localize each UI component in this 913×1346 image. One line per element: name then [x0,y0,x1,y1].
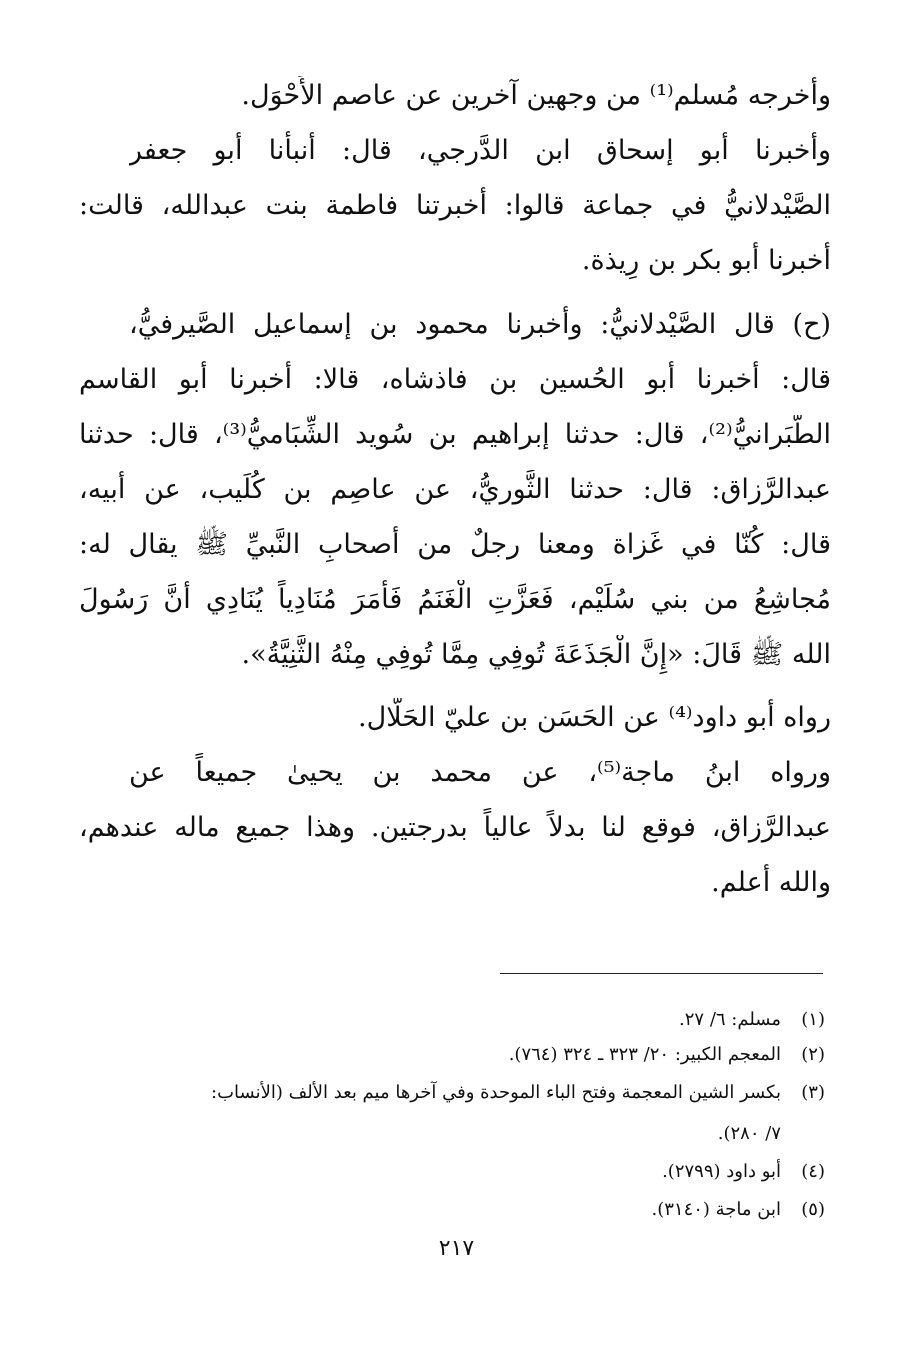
footnote-text: ابن ماجة (٣١٤٠). [651,1199,781,1220]
text-line-1: وأخرجه مُسلم⁽¹⁾ من وجهين آخرين عن عاصم الأَحْوَل. [241,80,831,111]
text-line-6: قال: أخبرنا أبو الحُسين بن فاذشاه، قالا: أخبرنا أبو القاسم [79,364,831,395]
footnote-3 [80,1079,825,1107]
text-line-7: الطَّبَرانيُّ⁽²⁾، قال: حدثنا إبراهيم بن سُويد الشِّبَاميُّ⁽³⁾، قال: حدثنا [79,419,831,450]
footnote-2 [80,1041,825,1069]
text-line-13: ورواه ابنُ ماجة⁽⁵⁾، عن محمد بن يحيىٰ جميعاً عن [129,757,831,788]
footnote-text: مسلم: ٦/ ٢٧. [679,1009,781,1030]
text-line-4: أخبرنا أبو بكر بن رِيذة. [581,245,831,276]
footnote-number: (٥) [801,1199,825,1220]
text-line-12: رواه أبو داود⁽⁴⁾ عن الحَسَن بن عليّ الحَلَّال. [358,702,831,733]
text-line-8: عبدالرَّزاق: قال: حدثنا الثَّوريُّ، عن عاصِم بن كُلَيب، عن أبيه، [79,474,831,505]
footnote-separator [500,973,823,974]
text-line-14: عبدالرَّزاق، فوقع لنا بدلاً عالياً بدرجتين. وهذا جميع ماله عندهم، [79,812,831,843]
footnote-1 [80,1006,825,1034]
text-line-10: مُجاشِعُ من بني سُلَيْم، فَعَزَّتِ الْغَنَمُ فَأَمَرَ مُنَادِياً يُنَادِي أَنَّ رَسُولَ [79,584,831,615]
text-line-2: وأخبرنا أبو إسحاق ابن الدَّرجي، قال: أنبأنا أبو جعفر [129,135,831,166]
text-line-9: قال: كُنّا في غَزاة ومعنا رجلٌ من أصحابِ النَّبيِّ ﷺ يقال له: [79,529,831,560]
footnote-number: (٣) [801,1082,825,1103]
footnote-3-continuation [81,1120,781,1148]
page-number: ٢١٧ [438,1236,475,1261]
footnote-4 [80,1158,825,1186]
footnote-text: المعجم الكبير: ٢٠/ ٣٢٣ ـ ٣٢٤ (٧٦٤). [508,1044,781,1065]
footnote-number: (٤) [801,1161,825,1182]
footnote-number: (٢) [801,1044,825,1065]
text-line-5: (ح) قال الصَّيْدلانيُّ: وأخبرنا محمود بن إسماعيل الصَّيرفيُّ، [129,309,831,340]
text-line-11: الله ﷺ قَالَ: «إِنَّ الْجَذَعَةَ تُوفِي مِمَّا تُوفِي مِنْهُ الثَّنِيَّةُ». [241,639,831,670]
footnote-number: (١) [801,1009,825,1030]
footnote-5 [80,1196,825,1224]
text-line-3: الصَّيْدلانيُّ في جماعة قالوا: أخبرتنا فاطمة بنت عبدالله، قالت: [79,190,831,221]
footnote-text: ٧/ ٢٨٠). [717,1123,781,1144]
text-line-15: والله أعلم. [711,867,831,898]
footnote-text: بكسر الشين المعجمة وفتح الباء الموحدة وفي آخرها ميم بعد الألف (الأنساب: [211,1082,781,1103]
footnote-text: أبو داود (٢٧٩٩). [662,1161,781,1182]
